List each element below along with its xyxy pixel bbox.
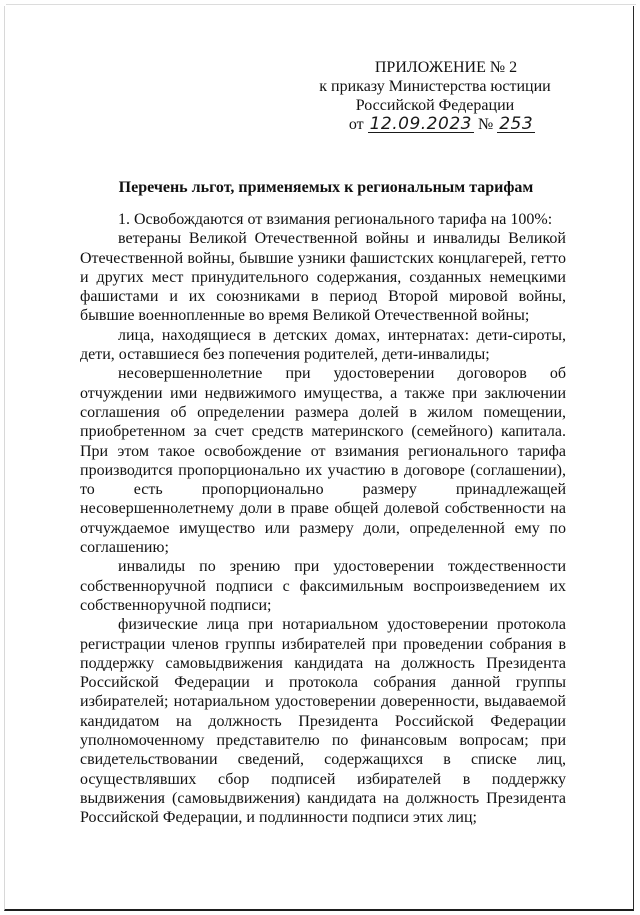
handwritten-date: 12.09.2023 xyxy=(369,114,472,134)
date-prefix: от xyxy=(348,116,364,133)
document-header xyxy=(310,58,560,134)
paragraph-orphans: лица, находящиеся в детских домах, интернатах: дети-сироты, дети, оставшиеся без попечения родителей, дети-инвалиды; xyxy=(80,326,566,364)
document-title: Перечень льгот, применяемых к региональным тарифам xyxy=(118,179,534,196)
date-number-line xyxy=(324,115,560,134)
paragraph-minors: несовершеннолетние при удостоверении договоров об отчуждении ими недвижимого имущества, а также при заключении соглашения об определении размера долей в жилом помещении, приобретенном за счет средств материнского (семейного) капитала. При этом такое освобождение от взимания регионального тарифа производится пропорционально их участию в договоре (соглашении), то есть пропорционально размеру принадлежащей несовершеннолетнему доли в праве общей долевой собственности на отчуждаемое имущество или размеру доли, определенной ему по соглашению; xyxy=(80,365,566,557)
scan-top-edge xyxy=(6,4,636,5)
document-body xyxy=(80,210,566,828)
appendix-label: ПРИЛОЖЕНИЕ № 2 xyxy=(374,59,518,76)
number-prefix: № xyxy=(477,116,494,133)
paragraph-voters-group: физические лица при нотариальном удостоверении протокола регистрации членов группы избирателей при проведении собрания в поддержку самовыдвижения кандидата на должность Президента Российской Федерации и протокола собрания данной группы избирателей; нотариальном удостоверении доверенности, выдаваемой кандидатом на должность Президента Российской Федерации уполномоченному представителю по финансовым вопросам; при свидетельствовании сведений, содержащихся в списке лиц, осуществлявших сбор подписей избирателей в поддержку выдвижения (самовыдвижения) кандидата на должность Президента Российской Федерации, и подлинности подписи этих лиц; xyxy=(80,616,566,827)
handwritten-number: 253 xyxy=(499,114,534,134)
paragraph-veterans: ветераны Великой Отечественной войны и инвалиды Великой Отечественной войны, бывшие узники фашистских концлагерей, гетто и других мест принудительного содержания, созданных немецкими фашистами и их союзниками в период Второй мировой войны, бывшие военнопленные во время Великой Отечественной войны; xyxy=(80,230,566,325)
country-line: Российской Федерации xyxy=(355,97,515,114)
paragraph-visually-impaired: инвалиды по зрению при удостоверении тождественности собственноручной подписи с факсимильным воспроизведением их собственноручной подписи; xyxy=(80,558,566,614)
paragraph-intro: 1. Освобождаются от взимания регионального тарифа на 100%: xyxy=(118,211,553,228)
order-reference: к приказу Министерства юстиции xyxy=(319,78,551,95)
